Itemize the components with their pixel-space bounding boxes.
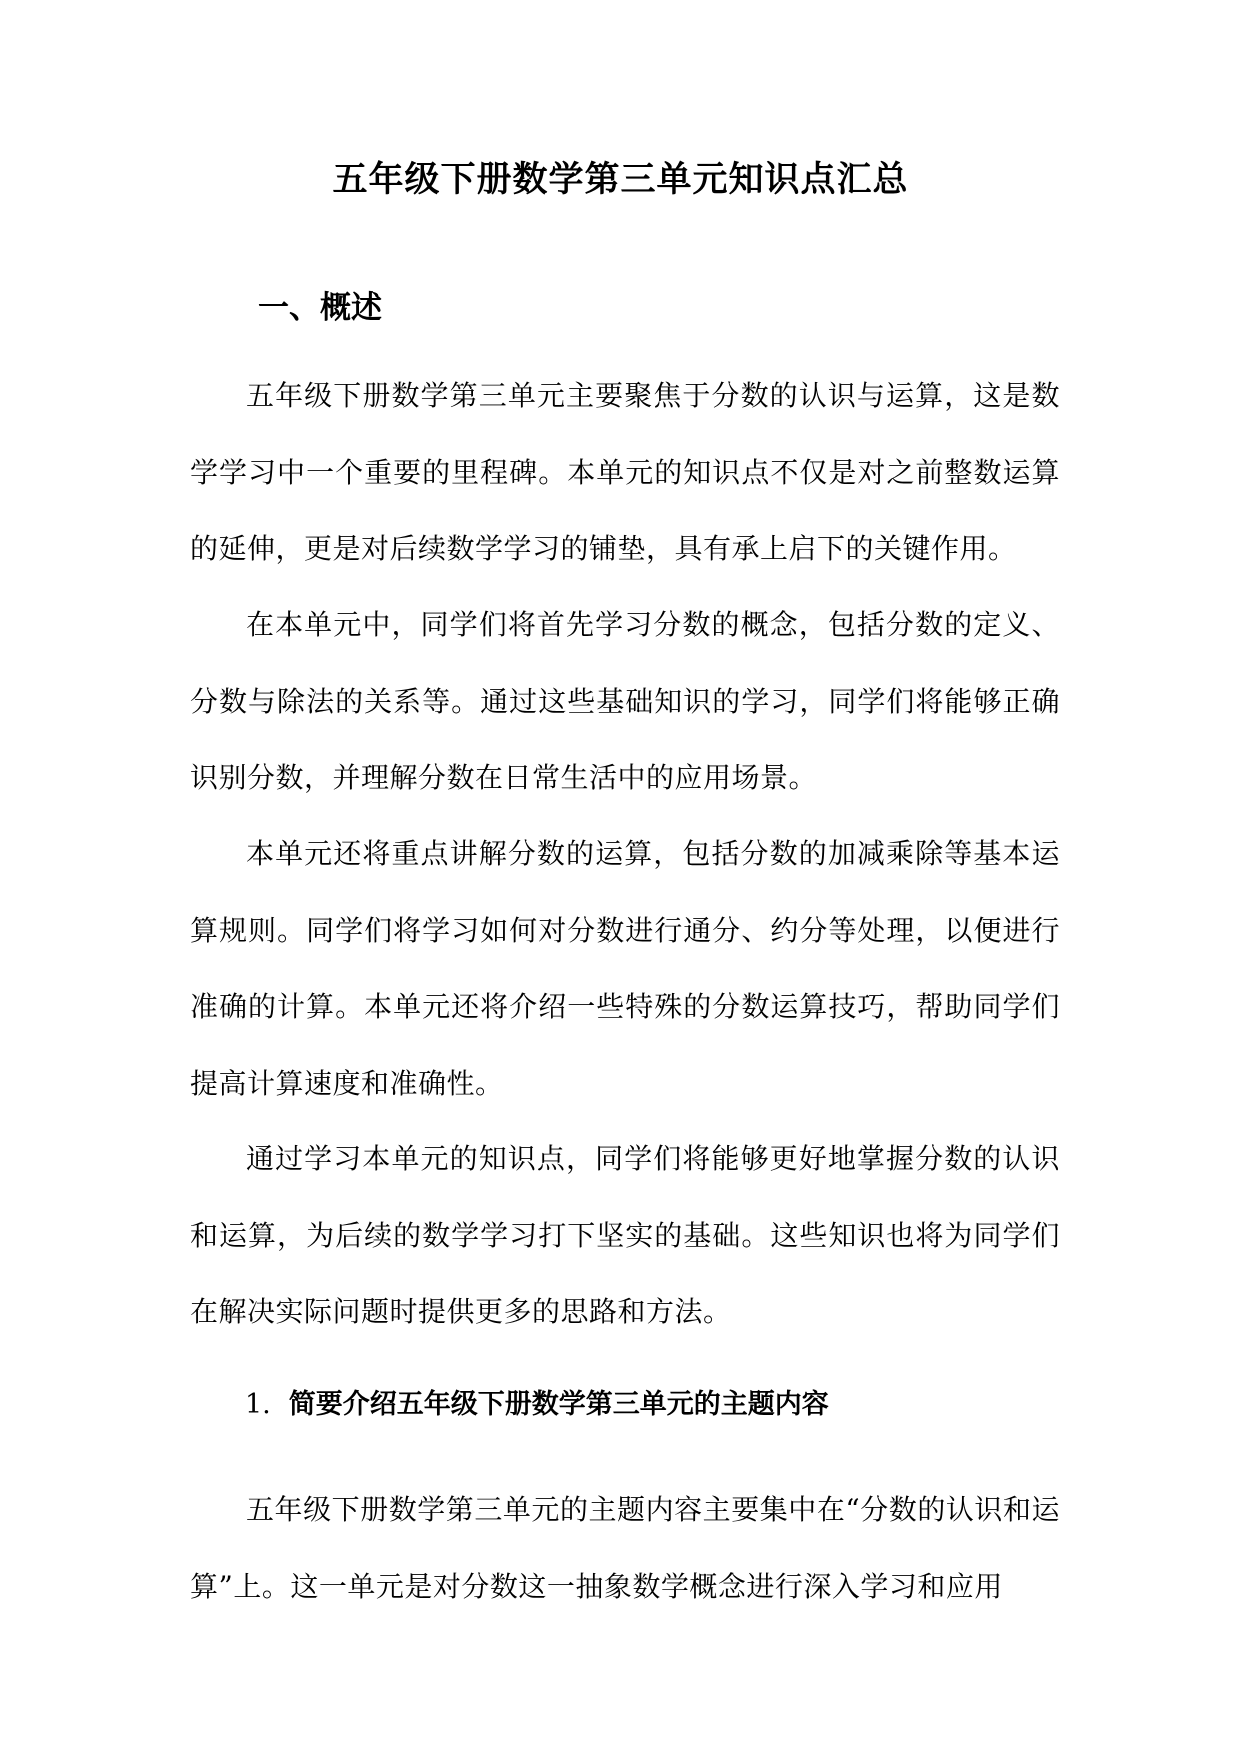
paragraph: 在本单元中，同学们将首先学习分数的概念，包括分数的定义、分数与除法的关系等。通过这些基础知识的学习，同学们将能够正确识别分数，并理解分数在日常生活中的应用场景。 (190, 608, 1060, 794)
subsection-paragraph: 五年级下册数学第三单元的主题内容主要集中在“分数的认识和运算”上。这一单元是对分数这一抽象数学概念进行深入学习和应用 (190, 1493, 1060, 1603)
subsection-heading (245, 1382, 829, 1421)
subsection-number: 1. (245, 1389, 271, 1420)
paragraph: 通过学习本单元的知识点，同学们将能够更好地掌握分数的认识和运算，为后续的数学学习打下坚实的基础。这些知识也将为同学们在解决实际问题时提供更多的思路和方法。 (190, 1142, 1060, 1328)
section-heading-overview: 一、概述 (258, 290, 382, 326)
subsection-heading-text: 简要介绍五年级下册数学第三单元的主题内容 (288, 1389, 829, 1420)
paragraph: 本单元还将重点讲解分数的运算，包括分数的加减乘除等基本运算规则。同学们将学习如何对分数进行通分、约分等处理，以便进行准确的计算。本单元还将介绍一些特殊的分数运算技巧，帮助同学们提高计算速度和准确性。 (190, 837, 1060, 1100)
paragraph: 五年级下册数学第三单元主要聚焦于分数的认识与运算，这是数学学习中一个重要的里程碑。本单元的知识点不仅是对之前整数运算的延伸，更是对后续数学学习的铺垫，具有承上启下的关键作用。 (190, 379, 1060, 565)
document-title: 五年级下册数学第三单元知识点汇总 (332, 160, 909, 200)
